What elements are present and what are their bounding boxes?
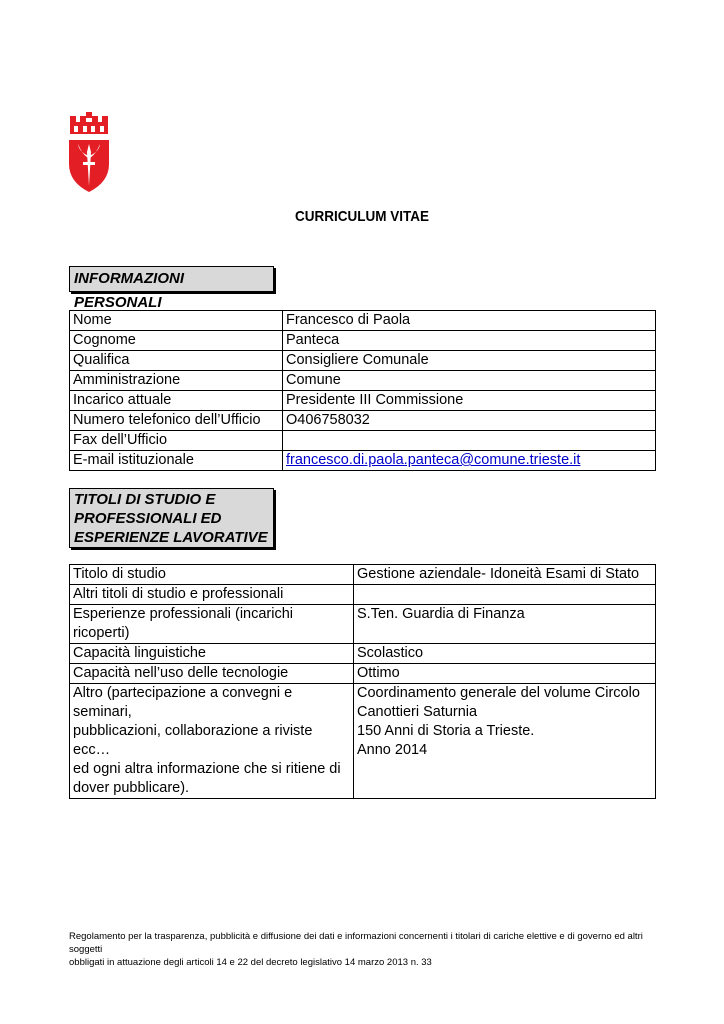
table-row <box>70 644 656 664</box>
row-label: Qualifica <box>70 351 283 371</box>
personal-info-table <box>69 310 656 471</box>
email-link[interactable]: francesco.di.paola.panteca@comune.trieste.it <box>286 452 581 468</box>
row-value: Scolastico <box>354 644 656 664</box>
row-value: Francesco di Paola <box>283 311 656 331</box>
row-label: Esperienze professionali (incarichi ricoperti) <box>70 605 354 644</box>
table-row <box>70 431 656 451</box>
table-row <box>70 585 656 605</box>
row-label: Cognome <box>70 331 283 351</box>
table-row <box>70 311 656 331</box>
section-heading-line: ESPERIENZE LAVORATIVE <box>74 529 268 546</box>
row-label: Amministrazione <box>70 371 283 391</box>
text-line: Altro (partecipazione a convegni e seminari, <box>73 685 293 720</box>
row-value: Comune <box>283 371 656 391</box>
section-heading-line: TITOLI DI STUDIO E <box>74 491 216 508</box>
table-row <box>70 605 656 644</box>
studies-table <box>69 564 656 799</box>
section-heading-line: PROFESSIONALI ED <box>74 510 222 527</box>
row-value: Ottimo <box>354 664 656 684</box>
row-label: Capacità nell’uso delle tecnologie <box>70 664 354 684</box>
page-title: CURRICULUM VITAE <box>294 208 429 225</box>
row-value <box>283 431 656 451</box>
text-line: dover pubblicare). <box>73 780 190 796</box>
table-row <box>70 664 656 684</box>
footer-line: obbligati in attuazione degli articoli 14 e 22 del decreto legislativo 14 marzo 2013 n. 33 <box>69 957 432 968</box>
footer-note <box>69 930 669 969</box>
table-row <box>70 451 656 471</box>
row-label: Altri titoli di studio e professionali <box>70 585 354 605</box>
text-line: 150 Anni di Storia a Trieste. <box>357 723 535 739</box>
row-label: Capacità linguistiche <box>70 644 354 664</box>
trieste-coat-of-arms-icon <box>66 112 112 192</box>
row-label: Incarico attuale <box>70 391 283 411</box>
row-value: Panteca <box>283 331 656 351</box>
row-value <box>283 451 656 471</box>
row-value: S.Ten. Guardia di Finanza <box>354 605 656 644</box>
text-line: Coordinamento generale del volume Circolo <box>357 685 640 701</box>
row-value: Gestione aziendale- Idoneità Esami di Stato <box>354 565 656 585</box>
table-row <box>70 391 656 411</box>
table-row <box>70 565 656 585</box>
table-row <box>70 371 656 391</box>
row-label <box>70 684 354 799</box>
row-value: Presidente III Commissione <box>283 391 656 411</box>
row-value <box>354 684 656 799</box>
table-row <box>70 411 656 431</box>
text-line: pubblicazioni, collaborazione a riviste ecc… <box>73 723 313 758</box>
row-label: E-mail istituzionale <box>70 451 283 471</box>
row-label: Nome <box>70 311 283 331</box>
footer-line: Regolamento per la trasparenza, pubblicità e diffusione dei dati e informazioni concernenti i titolari di cariche elettive e di governo ed altri soggetti <box>69 931 643 955</box>
text-line: Canottieri Saturnia <box>357 704 478 720</box>
text-line: ed ogni altra informazione che si ritiene di <box>73 761 341 777</box>
row-label: Fax dell’Ufficio <box>70 431 283 451</box>
section-heading-studies <box>69 488 274 548</box>
table-row <box>70 684 656 799</box>
table-row <box>70 351 656 371</box>
row-label: Numero telefonico dell’Ufficio <box>70 411 283 431</box>
row-label: Titolo di studio <box>70 565 354 585</box>
text-line: Anno 2014 <box>357 742 428 758</box>
row-value <box>354 585 656 605</box>
row-value: Consigliere Comunale <box>283 351 656 371</box>
row-value: O406758032 <box>283 411 656 431</box>
section-heading-personal: INFORMAZIONI PERSONALI <box>69 266 274 292</box>
table-row <box>70 331 656 351</box>
